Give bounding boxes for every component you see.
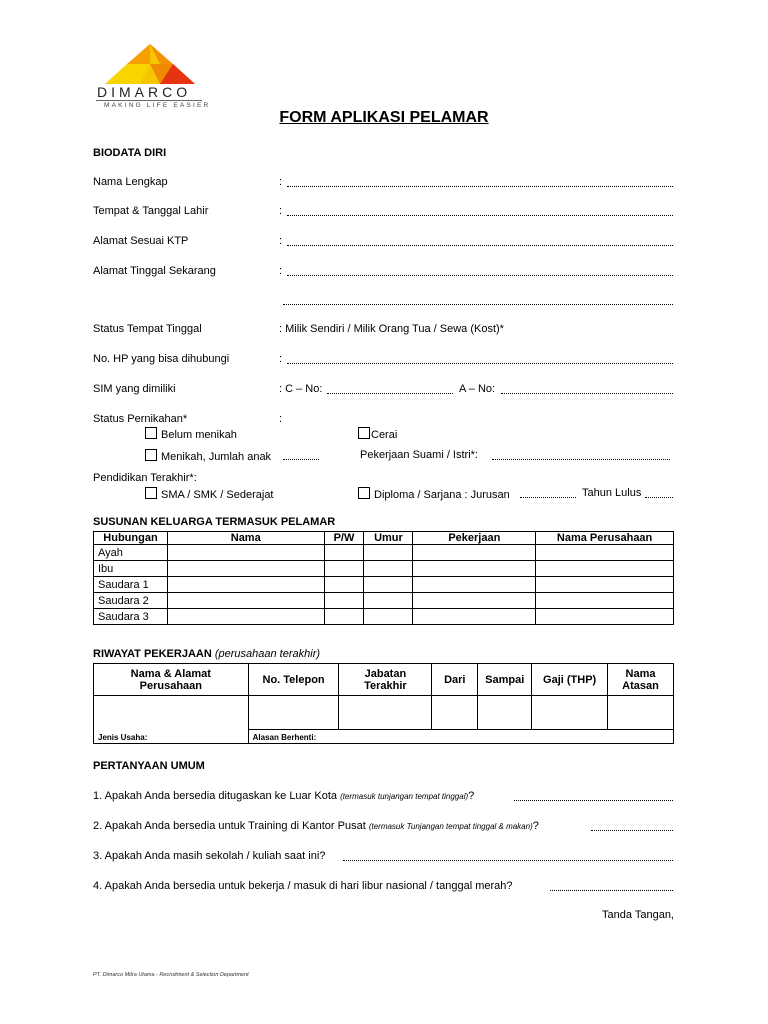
table-row[interactable]: Saudara 2 [94, 593, 674, 609]
section-pertanyaan: PERTANYAAN UMUM [93, 760, 205, 772]
field-pekerjaan-pasangan[interactable]: Pekerjaan Suami / Istri*: [360, 449, 670, 461]
table-row[interactable]: Saudara 3 [94, 609, 674, 625]
label-pendidikan: Pendidikan Terakhir*: [93, 472, 197, 484]
checkbox-sma[interactable]: SMA / SMK / Sederajat [145, 487, 274, 501]
brand-tagline: MAKING LIFE EASIER [104, 102, 211, 109]
work-history-table [93, 663, 674, 744]
dimarco-logo-icon [105, 44, 195, 86]
table-row[interactable]: Jenis Usaha: [94, 696, 674, 730]
question-luar-kota[interactable]: 1. Apakah Anda bersedia ditugaskan ke Luar Kota (termasuk tunjangan tempat tinggal)? [93, 790, 673, 806]
field-alamat-ktp[interactable]: Alamat Sesuai KTP : [93, 235, 673, 251]
table-row[interactable]: Ibu [94, 561, 674, 577]
question-hari-libur[interactable]: 4. Apakah Anda bersedia untuk bekerja / masuk di hari libur nasional / tanggal merah? [93, 880, 673, 896]
field-status-pernikahan: Status Pernikahan* : [93, 413, 283, 425]
field-alamat-tinggal-line2[interactable] [93, 294, 673, 310]
table-row[interactable]: Ayah [94, 545, 674, 561]
brand-name: DIMARCO [97, 84, 192, 100]
section-keluarga: SUSUNAN KELUARGA TERMASUK PELAMAR [93, 516, 336, 528]
question-training[interactable]: 2. Apakah Anda bersedia untuk Training di Kantor Pusat (termasuk Tunjangan tempat tinggal & makan)? [93, 820, 673, 836]
checkbox-belum-menikah[interactable]: Belum menikah [145, 427, 237, 441]
family-table [93, 531, 674, 625]
field-no-hp[interactable]: No. HP yang bisa dihubungi : [93, 353, 673, 369]
field-tempat-tanggal-lahir[interactable]: Tempat & Tanggal Lahir : [93, 205, 673, 221]
checkbox-diploma[interactable]: Diploma / Sarjana : Jurusan Tahun Lulus [358, 487, 673, 501]
signature-label: Tanda Tangan, [602, 909, 674, 921]
table-row[interactable]: Saudara 1 [94, 577, 674, 593]
question-sekolah[interactable]: 3. Apakah Anda masih sekolah / kuliah saat ini? [93, 850, 673, 866]
table-row[interactable]: Alasan Berhenti: [94, 730, 674, 744]
table-header-row: Hubungan Nama P/W Umur Pekerjaan Nama Perusahaan [94, 532, 674, 545]
section-biodata: BIODATA DIRI [93, 147, 167, 159]
checkbox-menikah[interactable]: Menikah, Jumlah anak [145, 449, 323, 463]
footer-text: PT. Dimarco Mitra Utama - Recruitment & Selection Department [93, 972, 249, 978]
field-status-tempat-tinggal[interactable]: Status Tempat Tinggal : Milik Sendiri / Milik Orang Tua / Sewa (Kost)* [93, 323, 504, 335]
field-sim[interactable]: SIM yang dimiliki : C – No: A – No: [93, 383, 673, 399]
section-riwayat: RIWAYAT PEKERJAAN (perusahaan terakhir) [93, 648, 321, 660]
field-nama-lengkap[interactable]: Nama Lengkap : [93, 176, 673, 192]
table-header-row: Nama & Alamat Perusahaan No. Telepon Jabatan Terakhir Dari Sampai Gaji (THP) Nama Atasan [94, 664, 674, 696]
field-alamat-tinggal[interactable]: Alamat Tinggal Sekarang : [93, 265, 673, 281]
checkbox-cerai[interactable]: Cerai [358, 427, 397, 441]
page-title: FORM APLIKASI PELAMAR [279, 109, 489, 126]
